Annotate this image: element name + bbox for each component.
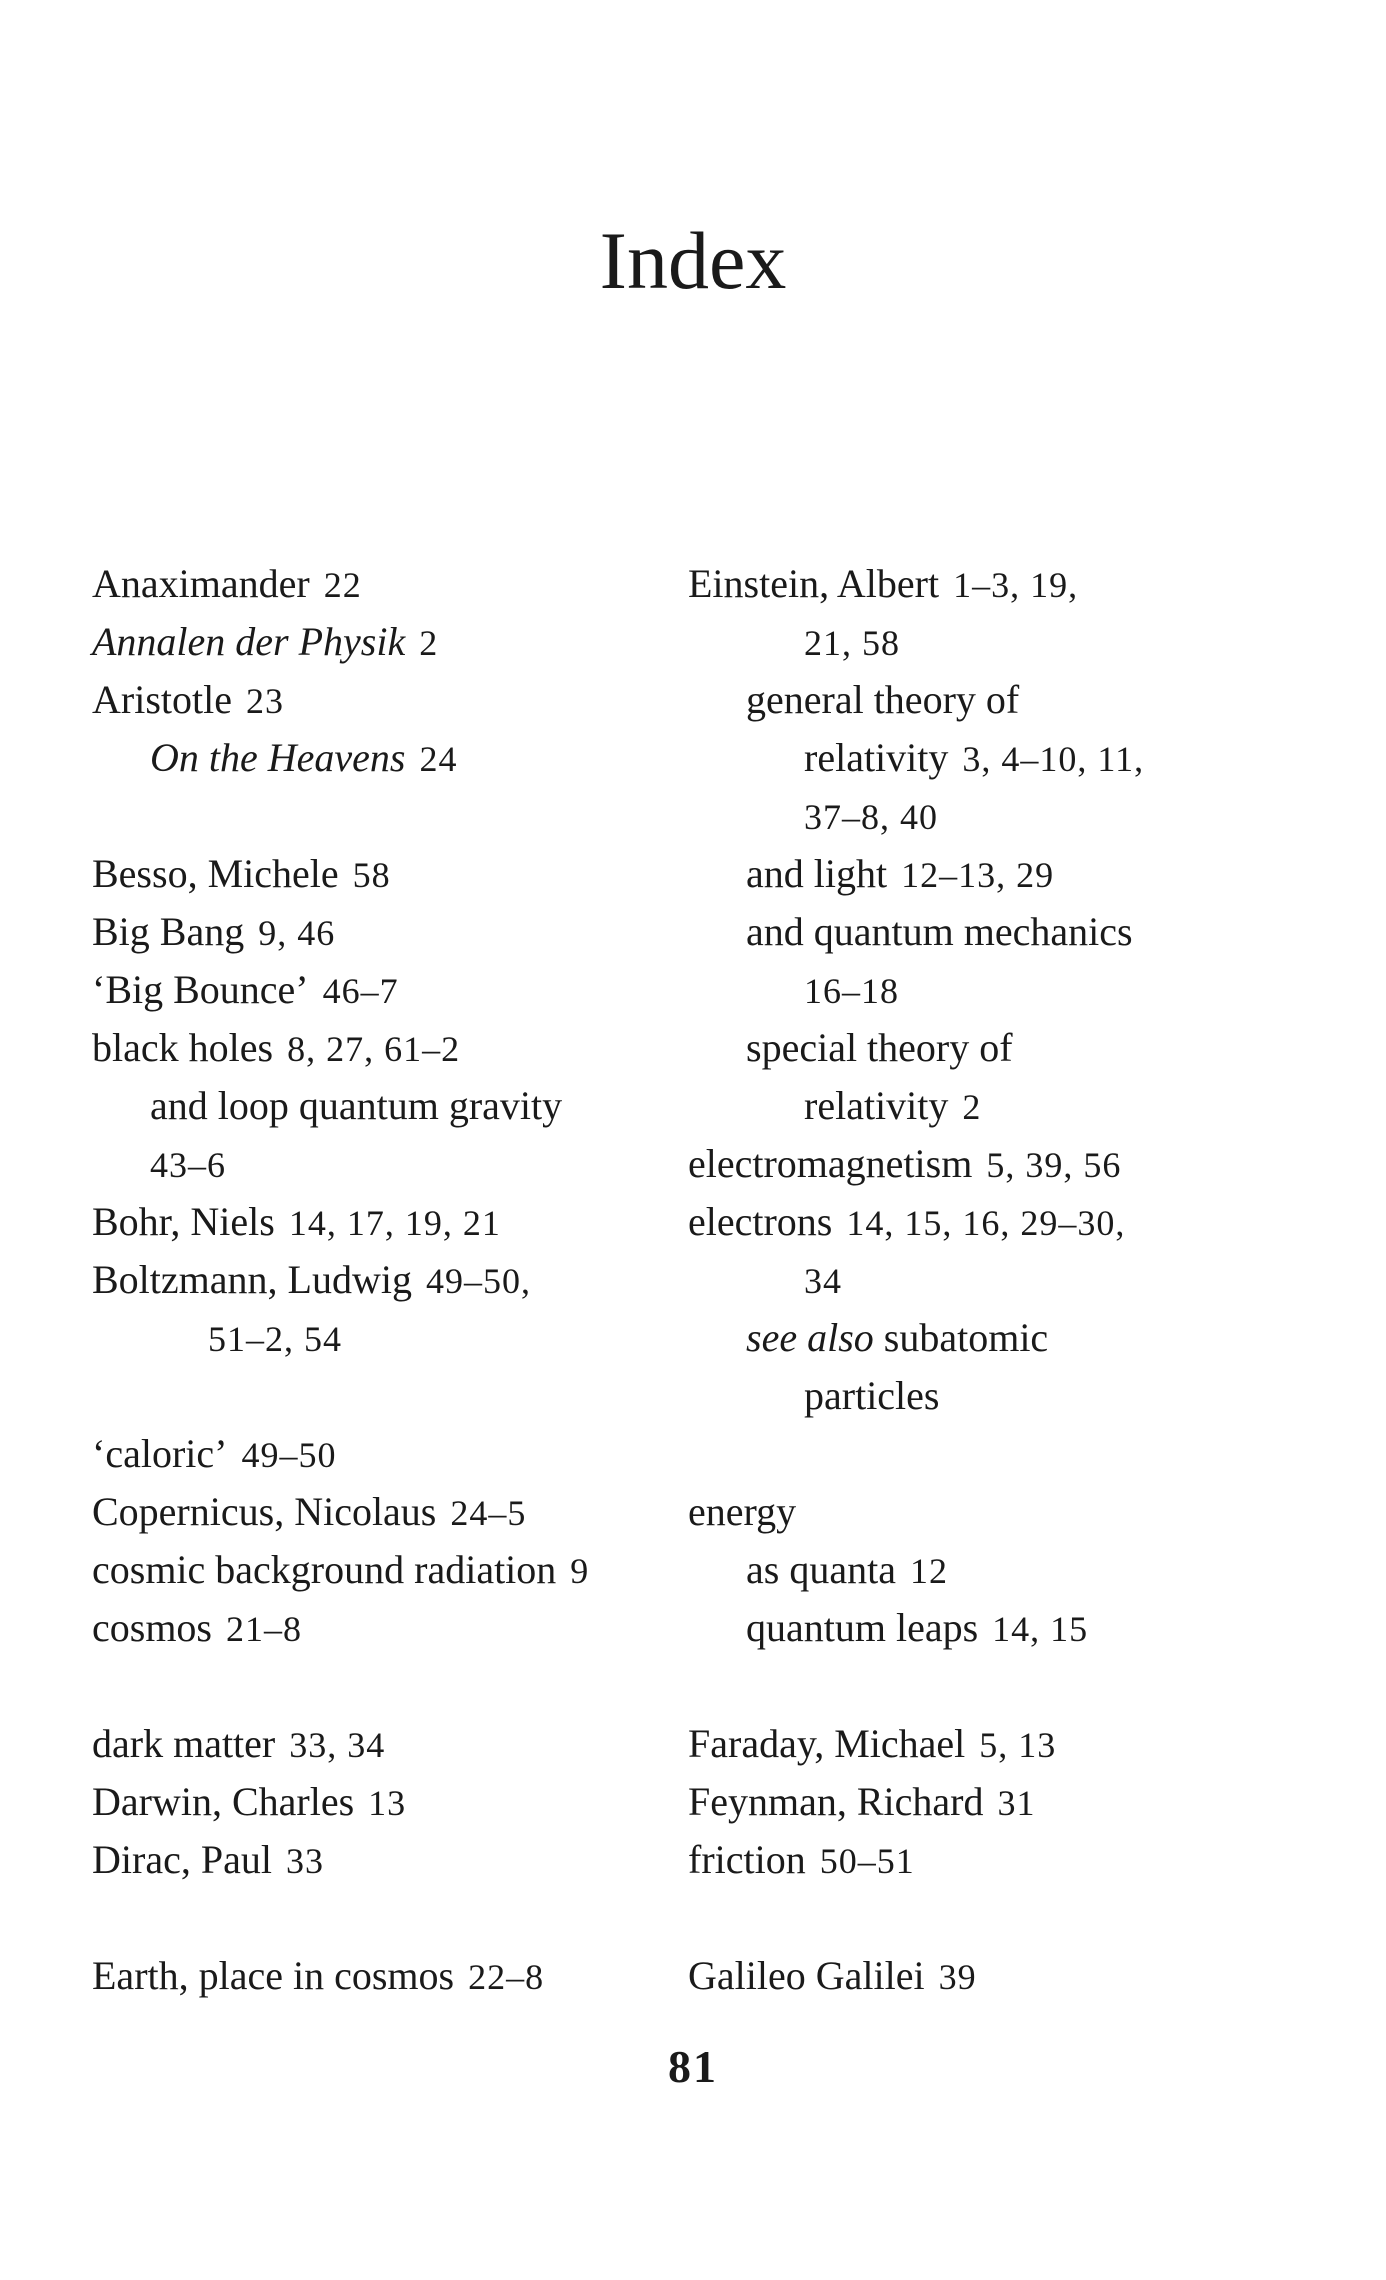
entry-pages: 1–3, 19,: [953, 565, 1079, 605]
index-entry: [92, 1773, 692, 1831]
entry-pages: 16–18: [804, 971, 899, 1011]
entry-term: and loop quantum gravity: [150, 1083, 563, 1128]
index-entry: [688, 1715, 1348, 1773]
entry-pages: 31: [997, 1783, 1036, 1823]
entry-term: Darwin, Charles: [92, 1779, 355, 1824]
entry-term: quantum leaps: [746, 1605, 979, 1650]
entry-pages: 51–2, 54: [208, 1319, 342, 1359]
index-entry: [688, 1831, 1348, 1889]
section-gap: [92, 1889, 692, 1947]
section-gap: [92, 787, 692, 845]
index-entry: [92, 845, 692, 903]
entry-pages: 21, 58: [804, 623, 900, 663]
entry-pages: 33: [285, 1841, 324, 1881]
entry-term: Feynman, Richard: [688, 1779, 984, 1824]
index-entry: [92, 903, 692, 961]
index-entry: [92, 1193, 692, 1251]
entry-term: On the Heavens: [150, 735, 406, 780]
index-continuation: [688, 613, 1348, 671]
index-continuation: [688, 1251, 1348, 1309]
entry-term: Copernicus, Nicolaus: [92, 1489, 437, 1534]
entry-pages: 43–6: [150, 1145, 226, 1185]
index-entry: [688, 1483, 1348, 1541]
entry-pages: 49–50: [241, 1435, 337, 1475]
index-entry: [92, 1831, 692, 1889]
entry-term: Aristotle: [92, 677, 232, 722]
entry-pages: 22: [323, 565, 362, 605]
index-continuation: [688, 1367, 1348, 1425]
index-subentry: [688, 845, 1348, 903]
index-subentry: [688, 671, 1348, 729]
page-title: Index: [599, 215, 787, 306]
entry-term: electromagnetism: [688, 1141, 973, 1186]
index-continuation: [688, 961, 1348, 1019]
entry-pages: 39: [938, 1957, 977, 1997]
entry-pages: 3, 4–10, 11,: [962, 739, 1145, 779]
index-subentry: [688, 729, 1348, 787]
entry-term: and quantum mechanics: [746, 909, 1133, 954]
index-column-left: [92, 555, 692, 2005]
entry-term: cosmos: [92, 1605, 212, 1650]
index-entry: [92, 1425, 692, 1483]
index-subentry: [688, 1019, 1348, 1077]
entry-term: ‘caloric’: [92, 1431, 228, 1476]
index-subentry: [688, 1599, 1348, 1657]
entry-term: special theory of: [746, 1025, 1013, 1070]
entry-pages: 21–8: [226, 1609, 302, 1649]
index-subentry: [92, 729, 692, 787]
index-subentry: [688, 903, 1348, 961]
section-gap: [688, 1425, 1348, 1483]
index-entry: [688, 1773, 1348, 1831]
entry-term: as quanta: [746, 1547, 896, 1592]
entry-pages: 34: [804, 1261, 842, 1301]
entry-pages: 12–13, 29: [901, 855, 1055, 895]
entry-pages: 8, 27, 61–2: [287, 1029, 461, 1069]
entry-pages: 9, 46: [258, 913, 336, 953]
entry-term: general theory of: [746, 677, 1020, 722]
index-entry: [688, 1135, 1348, 1193]
entry-term: Besso, Michele: [92, 851, 339, 896]
index-continuation: [688, 787, 1348, 845]
entry-pages: 2: [962, 1087, 982, 1127]
index-entry: [92, 555, 692, 613]
entry-pages: 14, 15: [992, 1609, 1089, 1649]
entry-pages: 58: [352, 855, 391, 895]
index-entry: [92, 613, 692, 671]
entry-term: and light: [746, 851, 888, 896]
entry-pages: 50–51: [819, 1841, 915, 1881]
index-continuation: [92, 1309, 692, 1367]
index-entry: [92, 1483, 692, 1541]
entry-pages: 5, 39, 56: [986, 1145, 1122, 1185]
entry-term: Anaximander: [92, 561, 310, 606]
index-entry: [92, 1019, 692, 1077]
entry-term: Einstein, Albert: [688, 561, 940, 606]
entry-term: Big Bang: [92, 909, 245, 954]
index-entry: [92, 671, 692, 729]
index-entry: [92, 1541, 692, 1599]
entry-term: particles: [804, 1373, 940, 1418]
entry-pages: 33, 34: [289, 1725, 386, 1765]
entry-term: dark matter: [92, 1721, 276, 1766]
entry-term: Bohr, Niels: [92, 1199, 275, 1244]
entry-pages: 23: [245, 681, 284, 721]
index-subentry: [688, 1541, 1348, 1599]
entry-pages: 12: [909, 1551, 948, 1591]
section-gap: [92, 1367, 692, 1425]
index-entry: [688, 1193, 1348, 1251]
entry-term: subatomic: [883, 1315, 1049, 1360]
entry-pages: 14, 15, 16, 29–30,: [846, 1203, 1126, 1243]
index-continuation: [92, 1135, 692, 1193]
entry-pages: 2: [419, 623, 439, 663]
entry-term: electrons: [688, 1199, 833, 1244]
index-entry: [688, 1947, 1348, 2005]
entry-pages: 22–8: [468, 1957, 545, 1997]
entry-term: Dirac, Paul: [92, 1837, 272, 1882]
section-gap: [688, 1657, 1348, 1715]
entry-pages: 49–50,: [425, 1261, 531, 1301]
index-entry: [92, 1599, 692, 1657]
entry-term: cosmic background radiation: [92, 1547, 557, 1592]
entry-term: relativity: [804, 735, 949, 780]
index-entry: [92, 1947, 692, 2005]
index-entry: [92, 1715, 692, 1773]
entry-pages: 46–7: [322, 971, 399, 1011]
entry-term: Boltzmann, Ludwig: [92, 1257, 412, 1302]
entry-pages: 14, 17, 19, 21: [288, 1203, 501, 1243]
entry-pages: 24–5: [450, 1493, 527, 1533]
index-entry: [92, 1251, 692, 1309]
entry-term: energy: [688, 1489, 797, 1534]
index-subentry: [92, 1077, 692, 1135]
entry-term: Earth, place in cosmos: [92, 1953, 455, 1998]
section-gap: [688, 1889, 1348, 1947]
entry-term: Faraday, Michael: [688, 1721, 966, 1766]
entry-term: relativity: [804, 1083, 949, 1128]
index-entry: [92, 961, 692, 1019]
see-also-label: see also: [746, 1315, 874, 1360]
entry-term: Annalen der Physik: [92, 619, 406, 664]
entry-term: friction: [688, 1837, 806, 1882]
entry-term: black holes: [92, 1025, 274, 1070]
page-number: 81: [668, 2041, 718, 2092]
entry-pages: 5, 13: [979, 1725, 1057, 1765]
section-gap: [92, 1657, 692, 1715]
entry-pages: 13: [368, 1783, 407, 1823]
entry-term: ‘Big Bounce’: [92, 967, 309, 1012]
entry-pages: 24: [419, 739, 458, 779]
index-entry: [688, 555, 1348, 613]
index-cross-reference: [688, 1309, 1348, 1367]
entry-pages: 9: [570, 1551, 590, 1591]
entry-term: Galileo Galilei: [688, 1953, 925, 1998]
index-subentry: [688, 1077, 1348, 1135]
index-column-right: [688, 555, 1348, 2005]
entry-pages: 37–8, 40: [804, 797, 938, 837]
